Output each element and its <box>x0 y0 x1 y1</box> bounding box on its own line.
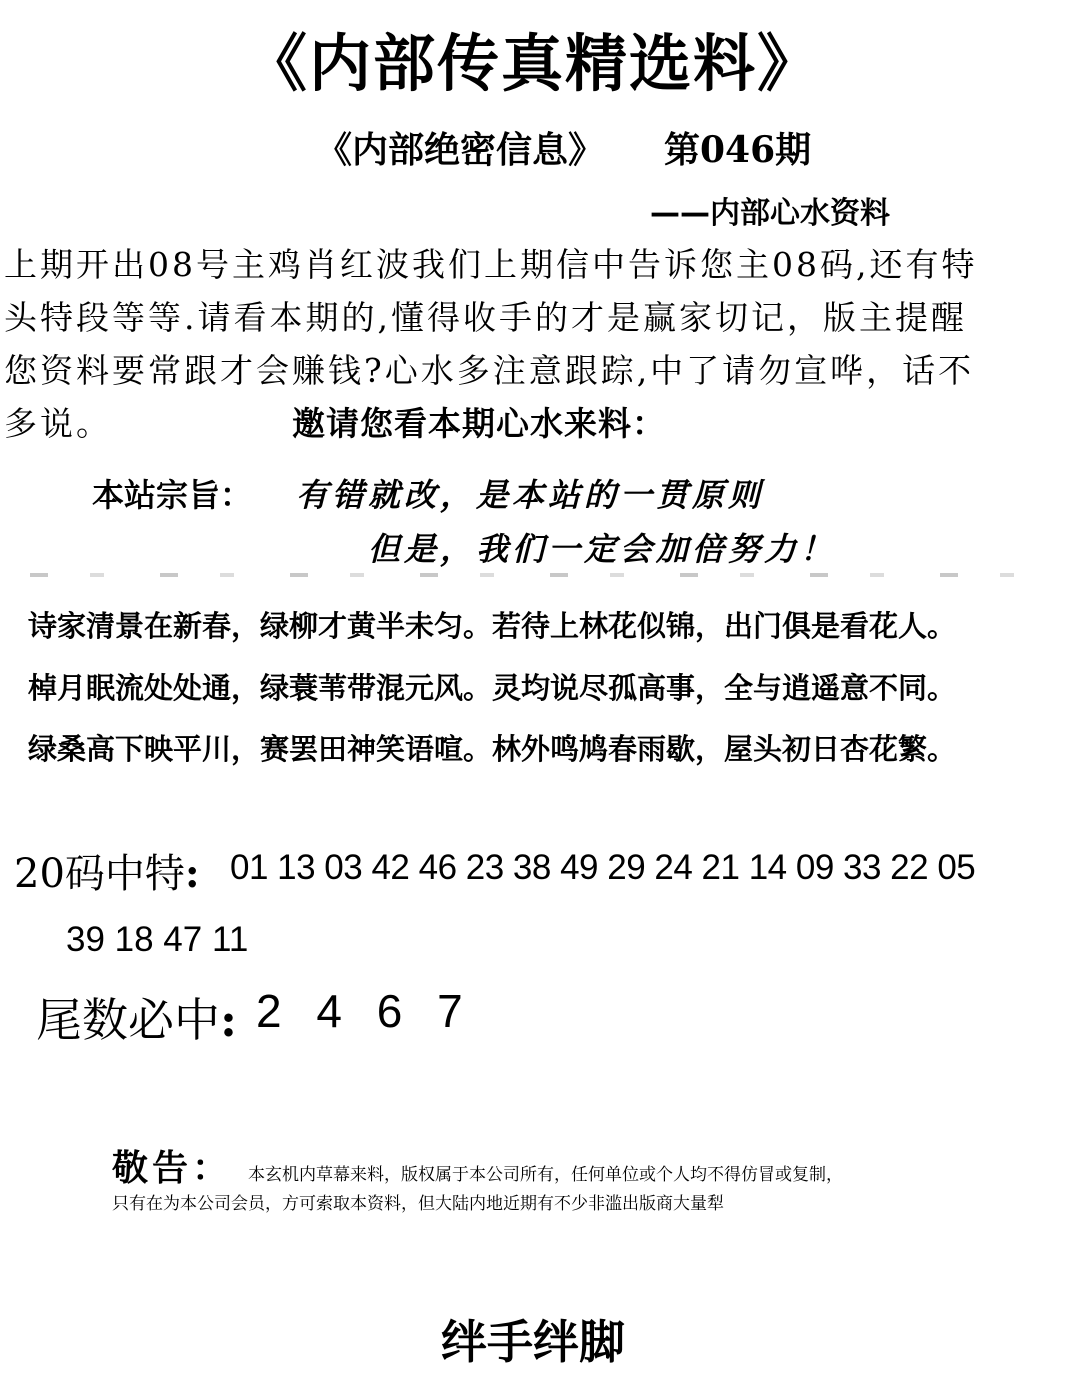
intro-paragraph <box>4 238 1062 450</box>
numbers-row-2: 39 18 47 11 <box>66 920 249 959</box>
tail-label <box>36 984 237 1050</box>
numbers-label <box>14 842 200 899</box>
scan-noise-divider <box>30 573 1040 577</box>
tail-label-colon: : <box>220 993 237 1047</box>
numbers-label-text: 码中特 <box>64 851 185 897</box>
motto-label: 本站宗旨： <box>92 476 253 514</box>
intro-line-4 <box>4 397 1062 450</box>
invite-text: 邀请您看本期心水来料： <box>292 404 666 443</box>
intro-line-1: 上期开出08号主鸡肖红波我们上期信中告诉您主08码,还有特 <box>4 245 978 284</box>
motto-line-1: 有错就改，是本站的一贯原则 <box>296 476 765 514</box>
poem-line-3: 绿桑高下映平川，赛罢田神笑语喧。林外鸣鸠春雨歇，屋头初日杏花繁。 <box>28 732 957 766</box>
motto-line-2: 但是，我们一定会加倍努力！ <box>368 530 837 568</box>
source-note: ——内部心水资料 <box>650 196 890 231</box>
poem-line-2: 棹月眠流处处通，绿蓑苇带混元风。灵均说尽孤高事，全与逍遥意不同。 <box>28 671 957 705</box>
footer-title: 绊手绊脚 <box>441 1315 625 1369</box>
poem-line-1: 诗家清景在新春，绿柳才黄半未匀。若待上林花似锦，出门俱是看花人。 <box>28 609 957 643</box>
notice-line-1: 本玄机内草幕来料，版权属于本公司所有，任何单位或个人均不得仿冒或复制， <box>248 1165 843 1185</box>
tail-label-text: 尾数必中 <box>36 993 220 1047</box>
intro-line-4-text: 多说。 <box>4 404 112 443</box>
numbers-label-colon: : <box>184 850 200 897</box>
issue-number: 第046期 <box>664 129 812 171</box>
intro-line-3: 您资料要常跟才会赚钱?心水多注意跟踪,中了请勿宣哗，话不 <box>4 351 975 390</box>
notice-line-2: 只有在为本公司会员，方可索取本资料，但大陆内地近期有不少非滥出版商大量犁 <box>112 1194 724 1214</box>
page-title: 《内部传真精选料》 <box>244 27 821 100</box>
numbers-label-count: 20 <box>14 851 65 897</box>
numbers-row-1: 01 13 03 42 46 23 38 49 29 24 21 14 09 33 22 05 <box>230 848 976 887</box>
tail-numbers: 2 4 6 7 <box>256 985 463 1037</box>
notice-label: 敬告： <box>112 1147 233 1189</box>
subtitle: 《内部绝密信息》 <box>316 129 605 171</box>
intro-line-2: 头特段等等.请看本期的,懂得收手的才是赢家切记，版主提醒 <box>4 298 967 337</box>
